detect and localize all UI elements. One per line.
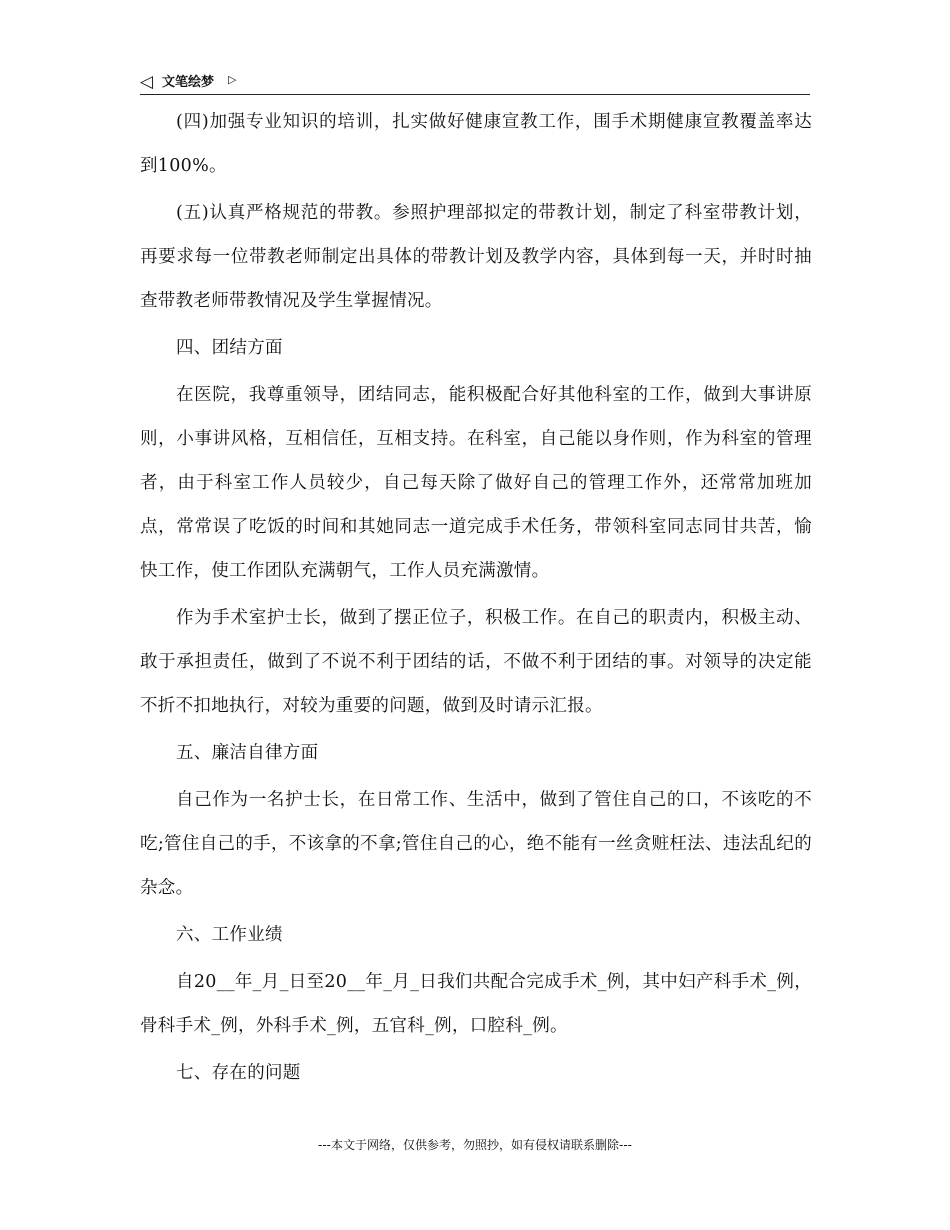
triangle-left-icon: ◁	[140, 72, 154, 92]
paragraph-unity-hospital: 在医院，我尊重领导，团结同志，能积极配合好其他科室的工作，做到大事讲原则，小事讲风格，互相信任，互相支持。在科室，自己能以身作则，作为科室的管理者，由于科室工作人员较少，自己每天除了做好自己的管理工作外，还常常加班加点，常常误了吃饭的时间和其她同志一道完成手术任务，带领科室同志同甘共苦，愉快工作，使工作团队充满朝气，工作人员充满激情。	[140, 385, 812, 581]
paragraph-integrity: 自己作为一名护士长，在日常工作、生活中，做到了管住自己的口，不该吃的不吃;管住自己的手，不该拿的不拿;管住自己的心，绝不能有一丝贪赃枉法、违法乱纪的杂念。	[140, 790, 812, 898]
paragraph-unity-head-nurse: 作为手术室护士长，做到了摆正位子，积极工作。在自己的职责内，积极主动、敢于承担责任，做到了不说不利于团结的话，不做不利于团结的事。对领导的决定能不折不扣地执行，对较为重要的问题，做到及时请示汇报。	[140, 608, 812, 716]
section-heading-integrity: 五、廉洁自律方面	[176, 743, 319, 763]
brand-name: 文笔绘梦	[162, 75, 215, 90]
paragraph-training: (四)加强专业知识的培训，扎实做好健康宣教工作，围手术期健康宣教覆盖率达到100%。	[140, 112, 812, 176]
triangle-right-icon: ▷	[228, 73, 237, 86]
paragraph-teaching: (五)认真严格规范的带教。参照护理部拟定的带教计划，制定了科室带教计划，再要求每一位带教老师制定出具体的带教计划及教学内容，具体到每一天，并时时抽查带教老师带教情况及学生掌握情况。	[140, 203, 812, 311]
section-heading-performance: 六、工作业绩	[176, 925, 283, 945]
page-header	[140, 72, 810, 95]
section-heading-problems: 七、存在的问题	[176, 1063, 301, 1083]
paragraph-performance: 自20__年_月_日至20__年_月_日我们共配合完成手术_例，其中妇产科手术_例，骨科手术_例，外科手术_例，五官科_例，口腔科_例。	[140, 972, 812, 1036]
page-footer: ---本文于网络，仅供参考，勿照抄，如有侵权请联系删除---	[318, 1138, 632, 1152]
document-body	[140, 100, 812, 1098]
section-heading-unity: 四、团结方面	[176, 338, 283, 358]
